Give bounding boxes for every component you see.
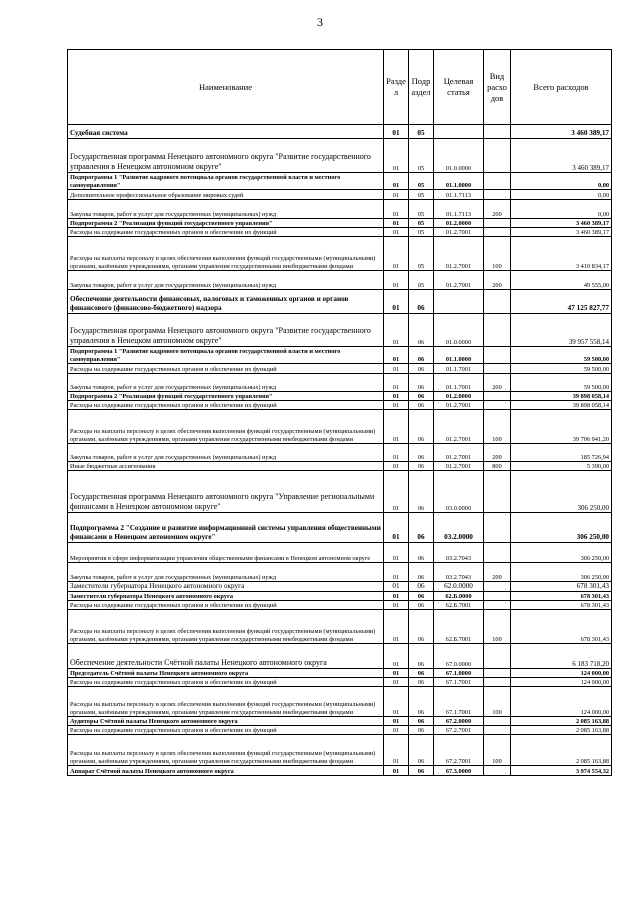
row-name: Подпрограмма 2 "Создание и развитие информационной системы управления общественными финансами в Ненецком автономном округе": [68, 513, 384, 543]
table-row: [68, 290, 612, 314]
row-name: Расходы на выплаты персоналу в целях обеспечения выполнения функций государственными (муниципальными) органами, казёнными учреждениями, органами управления государственными внебюджетными фондами: [68, 237, 384, 271]
row-subsection: 05: [409, 173, 434, 190]
row-expense-type: 800: [484, 462, 511, 471]
row-subsection: 05: [409, 190, 434, 200]
table-row: [68, 582, 612, 592]
table-row: [68, 139, 612, 173]
row-section: 01: [384, 735, 409, 766]
row-expense-type: [484, 513, 511, 543]
row-expense-type: [484, 592, 511, 601]
row-target-article: 01.1.7001: [434, 364, 484, 374]
row-target-article: 67.1.7001: [434, 678, 484, 687]
row-target-article: 67.1.0000: [434, 669, 484, 678]
row-name: Председатель Счётной палаты Ненецкого автономного округа: [68, 669, 384, 678]
header-row: [68, 50, 612, 125]
row-subsection: 06: [409, 444, 434, 462]
table-row: [68, 347, 612, 364]
row-name: Расходы на содержание государственных органов и обеспечение их функций: [68, 601, 384, 610]
row-total: 2 085 163,88: [511, 726, 612, 735]
row-section: 01: [384, 237, 409, 271]
row-target-article: 67.3.0000: [434, 766, 484, 776]
row-total: 39 706 941,20: [511, 410, 612, 444]
row-name: Расходы на выплаты персоналу в целях обеспечения выполнения функций государственными (муниципальными) органами, казёнными учреждениями, органами управления государственными внебюджетными фондами: [68, 610, 384, 644]
row-section: 01: [384, 364, 409, 374]
row-target-article: 03.2.7043: [434, 563, 484, 582]
table-row: [68, 678, 612, 687]
row-subsection: 06: [409, 582, 434, 592]
row-expense-type: [484, 582, 511, 592]
row-section: 01: [384, 582, 409, 592]
row-name: Подпрограмма 2 "Реализация функций государственного управления": [68, 219, 384, 228]
row-expense-type: [484, 139, 511, 173]
row-total: 3 460 389,17: [511, 228, 612, 237]
row-total: 5 390,00: [511, 462, 612, 471]
row-expense-type: [484, 190, 511, 200]
table-row: [68, 444, 612, 462]
row-total: 39 957 558,14: [511, 314, 612, 347]
row-target-article: 62.Б.7001: [434, 610, 484, 644]
row-total: 6 183 718,20: [511, 644, 612, 669]
row-total: 306 250,00: [511, 543, 612, 563]
table-row: [68, 610, 612, 644]
row-target-article: 01.2.7001: [434, 271, 484, 290]
header-expense-type: Вид расхо дов: [484, 50, 511, 125]
row-target-article: 03.2.7043: [434, 543, 484, 563]
row-section: 01: [384, 401, 409, 410]
row-expense-type: [484, 717, 511, 726]
row-section: 01: [384, 543, 409, 563]
row-subsection: 06: [409, 290, 434, 314]
row-name: Подпрограмма 1 "Развитие кадрового потенциала органов государственной власти и местного самоуправления": [68, 347, 384, 364]
row-subsection: 06: [409, 462, 434, 471]
row-subsection: 06: [409, 347, 434, 364]
row-subsection: 06: [409, 513, 434, 543]
row-section: 01: [384, 592, 409, 601]
row-expense-type: [484, 347, 511, 364]
row-target-article: 62.Б.7001: [434, 601, 484, 610]
row-expense-type: 200: [484, 444, 511, 462]
row-total: 49 555,00: [511, 271, 612, 290]
row-target-article: 01.2.7001: [434, 237, 484, 271]
row-expense-type: [484, 766, 511, 776]
row-subsection: 06: [409, 392, 434, 401]
table-row: [68, 271, 612, 290]
row-name: Расходы на содержание государственных органов и обеспечение их функций: [68, 726, 384, 735]
row-expense-type: [484, 392, 511, 401]
row-target-article: [434, 290, 484, 314]
row-subsection: 05: [409, 200, 434, 219]
header-name: Наименование: [68, 50, 384, 125]
table-row: [68, 687, 612, 717]
row-target-article: 62.0.0000: [434, 582, 484, 592]
row-section: 01: [384, 678, 409, 687]
row-section: 01: [384, 190, 409, 200]
row-expense-type: [484, 678, 511, 687]
row-target-article: 01.1.7113: [434, 190, 484, 200]
table-row: [68, 563, 612, 582]
row-target-article: 67.1.7001: [434, 687, 484, 717]
row-subsection: 06: [409, 314, 434, 347]
row-section: 01: [384, 410, 409, 444]
row-target-article: 67.2.0000: [434, 717, 484, 726]
row-subsection: 06: [409, 601, 434, 610]
row-name: Государственная программа Ненецкого автономного округа "Развитие государственного управления в Ненецком автономном округе": [68, 314, 384, 347]
page-number: 3: [317, 15, 323, 29]
row-expense-type: [484, 471, 511, 513]
row-target-article: 01.0.0000: [434, 139, 484, 173]
table-row: [68, 726, 612, 735]
table-row: [68, 392, 612, 401]
row-target-article: 67.2.7001: [434, 735, 484, 766]
row-expense-type: [484, 669, 511, 678]
row-total: 306 250,00: [511, 513, 612, 543]
row-expense-type: 200: [484, 563, 511, 582]
row-total: 59 500,00: [511, 374, 612, 392]
row-total: 678 301,43: [511, 592, 612, 601]
row-total: 2 085 163,88: [511, 717, 612, 726]
row-total: 59 500,00: [511, 347, 612, 364]
row-total: 124 000,00: [511, 669, 612, 678]
table-row: [68, 735, 612, 766]
table-row: [68, 314, 612, 347]
row-target-article: 62.Б.0000: [434, 592, 484, 601]
row-expense-type: [484, 726, 511, 735]
row-section: 01: [384, 644, 409, 669]
row-expense-type: [484, 314, 511, 347]
row-name: Иные бюджетные ассигнования: [68, 462, 384, 471]
row-target-article: 67.2.7001: [434, 726, 484, 735]
row-section: 01: [384, 219, 409, 228]
table-row: [68, 644, 612, 669]
row-name: Закупка товаров, работ и услуг для государственных (муниципальных) нужд: [68, 374, 384, 392]
row-total: 3 460 389,17: [511, 139, 612, 173]
row-expense-type: [484, 125, 511, 139]
row-subsection: 06: [409, 563, 434, 582]
row-section: 01: [384, 669, 409, 678]
row-total: 678 301,43: [511, 582, 612, 592]
row-subsection: 06: [409, 401, 434, 410]
row-name: Обеспечение деятельности Счётной палаты Ненецкого автономного округа: [68, 644, 384, 669]
row-subsection: 06: [409, 364, 434, 374]
row-expense-type: [484, 228, 511, 237]
row-expense-type: [484, 601, 511, 610]
row-name: Аппарат Счётной палаты Ненецкого автономного округа: [68, 766, 384, 776]
row-subsection: 06: [409, 726, 434, 735]
table-row: [68, 228, 612, 237]
row-section: 01: [384, 610, 409, 644]
row-expense-type: 200: [484, 374, 511, 392]
table-row: [68, 717, 612, 726]
table-row: [68, 766, 612, 776]
row-subsection: 06: [409, 669, 434, 678]
row-subsection: 05: [409, 219, 434, 228]
row-name: Государственная программа Ненецкого автономного округа "Развитие государственного управления в Ненецком автономном округе": [68, 139, 384, 173]
row-target-article: 01.2.0000: [434, 392, 484, 401]
table-row: [68, 219, 612, 228]
table-row: [68, 125, 612, 139]
row-subsection: 06: [409, 471, 434, 513]
row-name: Закупка товаров, работ и услуг для государственных (муниципальных) нужд: [68, 563, 384, 582]
row-section: 01: [384, 314, 409, 347]
row-target-article: 01.2.7001: [434, 401, 484, 410]
row-total: 3 410 834,17: [511, 237, 612, 271]
row-subsection: 06: [409, 766, 434, 776]
row-section: 01: [384, 601, 409, 610]
row-section: 01: [384, 766, 409, 776]
row-expense-type: [484, 644, 511, 669]
row-name: Обеспечение деятельности финансовых, налоговых и таможенных органов и органов финансового (финансово-бюджетного) надзора: [68, 290, 384, 314]
row-section: 01: [384, 392, 409, 401]
row-subsection: 06: [409, 592, 434, 601]
row-name: Расходы на содержание государственных органов и обеспечение их функций: [68, 678, 384, 687]
row-total: 306 250,00: [511, 471, 612, 513]
row-target-article: 01.1.0000: [434, 173, 484, 190]
row-section: 01: [384, 687, 409, 717]
table-row: [68, 401, 612, 410]
row-target-article: 01.2.7001: [434, 228, 484, 237]
row-subsection: 06: [409, 687, 434, 717]
row-expense-type: [484, 219, 511, 228]
row-target-article: 01.2.7001: [434, 444, 484, 462]
row-target-article: 67.0.0000: [434, 644, 484, 669]
row-total: 3 460 389,17: [511, 219, 612, 228]
row-total: 3 974 554,32: [511, 766, 612, 776]
row-subsection: 06: [409, 735, 434, 766]
row-subsection: 06: [409, 717, 434, 726]
row-total: 678 301,43: [511, 610, 612, 644]
header-total: Всего расходов: [511, 50, 612, 125]
row-total: 678 301,43: [511, 601, 612, 610]
header-section: Разде л: [384, 50, 409, 125]
row-section: 01: [384, 471, 409, 513]
row-subsection: 05: [409, 228, 434, 237]
row-section: 01: [384, 374, 409, 392]
row-name: Дополнительное профессиональное образование мировых судей: [68, 190, 384, 200]
row-section: 01: [384, 271, 409, 290]
row-section: 01: [384, 290, 409, 314]
row-target-article: 01.2.7001: [434, 410, 484, 444]
row-section: 01: [384, 347, 409, 364]
row-total: 0,00: [511, 190, 612, 200]
row-target-article: 01.0.0000: [434, 314, 484, 347]
row-total: 39 898 058,14: [511, 392, 612, 401]
row-section: 01: [384, 726, 409, 735]
row-section: 01: [384, 444, 409, 462]
table-row: [68, 200, 612, 219]
header-target-article: Целевая статья: [434, 50, 484, 125]
row-target-article: 01.2.0000: [434, 219, 484, 228]
table-row: [68, 592, 612, 601]
row-target-article: 01.1.7001: [434, 374, 484, 392]
row-subsection: 06: [409, 410, 434, 444]
row-name: Аудиторы Счётной палаты Ненецкого автономного округа: [68, 717, 384, 726]
row-name: Государственная программа Ненецкого автономного округа "Управление региональными финансами в Ненецком автономном округе": [68, 471, 384, 513]
row-subsection: 06: [409, 644, 434, 669]
row-total: 3 460 389,17: [511, 125, 612, 139]
row-total: 47 125 827,77: [511, 290, 612, 314]
row-target-article: 01.1.0000: [434, 347, 484, 364]
row-target-article: [434, 125, 484, 139]
row-total: 185 726,94: [511, 444, 612, 462]
row-subsection: 05: [409, 139, 434, 173]
row-name: Заместители губернатора Ненецкого автономного округа: [68, 592, 384, 601]
budget-table: [67, 49, 612, 776]
row-section: 01: [384, 717, 409, 726]
table-row: [68, 410, 612, 444]
row-total: 306 250,00: [511, 563, 612, 582]
row-total: 124 000,00: [511, 678, 612, 687]
row-expense-type: 100: [484, 687, 511, 717]
table-row: [68, 601, 612, 610]
row-expense-type: 100: [484, 735, 511, 766]
row-subsection: 05: [409, 271, 434, 290]
table-row: [68, 471, 612, 513]
row-name: Закупка товаров, работ и услуг для государственных (муниципальных) нужд: [68, 200, 384, 219]
row-expense-type: [484, 290, 511, 314]
row-section: 01: [384, 125, 409, 139]
row-total: 59 500,00: [511, 364, 612, 374]
row-name: Расходы на выплаты персоналу в целях обеспечения выполнения функций государственными (муниципальными) органами, казёнными учреждениями, органами управления государственными внебюджетными фондами: [68, 687, 384, 717]
row-name: Подпрограмма 2 "Реализация функций государственного управления": [68, 392, 384, 401]
header-subsection: Подр аздел: [409, 50, 434, 125]
row-expense-type: [484, 543, 511, 563]
row-subsection: 06: [409, 543, 434, 563]
row-expense-type: 100: [484, 237, 511, 271]
row-target-article: 03.0.0000: [434, 471, 484, 513]
row-name: Судебная система: [68, 125, 384, 139]
row-name: Расходы на содержание государственных органов и обеспечение их функций: [68, 401, 384, 410]
table-row: [68, 543, 612, 563]
table-body: [68, 125, 612, 776]
row-subsection: 06: [409, 610, 434, 644]
row-name: Заместители губернатора Ненецкого автономного округа: [68, 582, 384, 592]
row-name: Мероприятия в сфере информатизации управления общественными финансами в Ненецком автономном округе: [68, 543, 384, 563]
row-subsection: 06: [409, 374, 434, 392]
row-section: 01: [384, 563, 409, 582]
table-row: [68, 513, 612, 543]
row-expense-type: 200: [484, 271, 511, 290]
row-subsection: 05: [409, 237, 434, 271]
row-name: Подпрограмма 1 "Развитие кадрового потенциала органов государственной власти и местного самоуправления": [68, 173, 384, 190]
row-section: 01: [384, 139, 409, 173]
row-total: 0,00: [511, 173, 612, 190]
table-row: [68, 237, 612, 271]
table-row: [68, 364, 612, 374]
row-expense-type: [484, 401, 511, 410]
row-target-article: 01.1.7113: [434, 200, 484, 219]
row-section: 01: [384, 513, 409, 543]
row-subsection: 06: [409, 678, 434, 687]
row-total: 39 898 058,14: [511, 401, 612, 410]
row-name: Закупка товаров, работ и услуг для государственных (муниципальных) нужд: [68, 271, 384, 290]
row-section: 01: [384, 228, 409, 237]
row-target-article: 01.2.7001: [434, 462, 484, 471]
table-row: [68, 190, 612, 200]
row-name: Расходы на выплаты персоналу в целях обеспечения выполнения функций государственными (муниципальными) органами, казёнными учреждениями, органами управления государственными внебюджетными фондами: [68, 735, 384, 766]
row-expense-type: 100: [484, 410, 511, 444]
row-section: 01: [384, 200, 409, 219]
row-expense-type: [484, 364, 511, 374]
row-name: Расходы на содержание государственных органов и обеспечение их функций: [68, 228, 384, 237]
row-name: Закупка товаров, работ и услуг для государственных (муниципальных) нужд: [68, 444, 384, 462]
row-section: 01: [384, 173, 409, 190]
row-total: 124 000,00: [511, 687, 612, 717]
row-name: Расходы на выплаты персоналу в целях обеспечения выполнения функций государственными (муниципальными) органами, казёнными учреждениями, органами управления государственными внебюджетными фондами: [68, 410, 384, 444]
row-subsection: 05: [409, 125, 434, 139]
table-row: [68, 669, 612, 678]
row-expense-type: 100: [484, 610, 511, 644]
row-name: Расходы на содержание государственных органов и обеспечение их функций: [68, 364, 384, 374]
row-expense-type: [484, 173, 511, 190]
table-row: [68, 462, 612, 471]
row-total: 2 085 163,88: [511, 735, 612, 766]
row-target-article: 03.2.0000: [434, 513, 484, 543]
row-total: 0,00: [511, 200, 612, 219]
table-row: [68, 173, 612, 190]
row-expense-type: 200: [484, 200, 511, 219]
row-section: 01: [384, 462, 409, 471]
table-row: [68, 374, 612, 392]
